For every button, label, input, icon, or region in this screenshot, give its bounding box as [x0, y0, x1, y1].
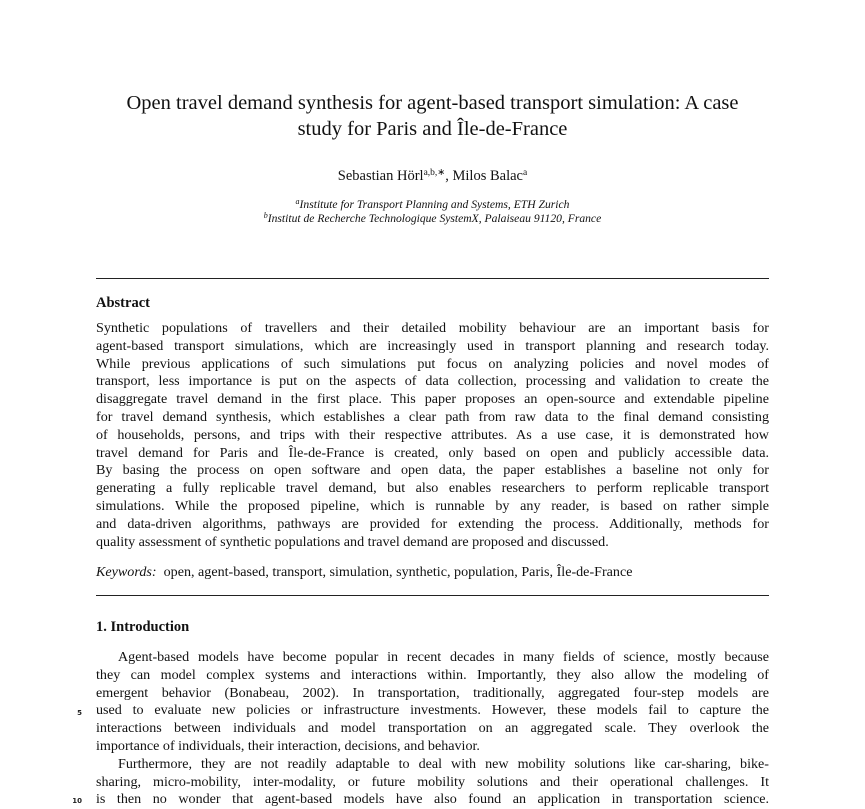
abstract-line: travel demand for Paris and Île-de-France is created, only based on open and publicly accessible data.	[96, 444, 769, 461]
author-affil-mark: a,b,∗	[423, 168, 446, 178]
affiliation-text: Institut de Recherche Technologique SystemX, Palaiseau 91120, France	[267, 212, 602, 225]
abstract-line: agent-based transport simulations, which are increasingly used in transport planning and research today.	[96, 337, 769, 354]
keywords	[96, 563, 769, 581]
intro-line: sharing, micro-mobility, inter-modality, or future mobility solutions and their operational challenges. It	[96, 773, 769, 790]
author-name: Sebastian Hörl	[337, 168, 424, 184]
abstract-line: for travel demand synthesis, which establishes a clear path from raw data to the final demand consisting	[96, 408, 769, 425]
line-number: 5	[77, 709, 82, 717]
abstract-line: quality assessment of synthetic populations and travel demand are proposed and discussed.	[96, 533, 609, 550]
introduction-body	[96, 649, 769, 809]
keywords-text: open, agent-based, transport, simulation, synthetic, population, Paris, Île-de-France	[163, 564, 633, 580]
intro-line: interactions between individuals and model transportation on an aggregated scale. They overlook the	[96, 720, 769, 737]
affiliation-mark: a	[295, 197, 300, 206]
affiliation-mark: b	[263, 211, 268, 220]
abstract-line: simulations. While the proposed pipeline, which is runnable by any reader, is based on rather simple	[96, 497, 769, 514]
abstract-line: transport, less importance is put on the aspects of data collection, processing and validation to create the	[96, 373, 769, 390]
abstract-body	[96, 320, 769, 551]
line-number: 10	[72, 797, 82, 805]
affiliation-b	[96, 212, 769, 226]
abstract-line: and data-driven algorithms, pathways are provided for extending the process. Additionally, methods for	[96, 515, 769, 532]
intro-line: is then no wonder that agent-based models have also found an application in transportation science.	[96, 791, 769, 808]
author-affil-mark: a	[522, 168, 528, 178]
intro-line: Agent-based models have become popular in recent decades in many fields of science, mostly because	[118, 649, 769, 665]
abstract-line: of households, persons, and trips with their respective attributes. As a use case, it is demonstrated how	[96, 426, 769, 443]
intro-line: used to evaluate new policies or infrastructure investments. However, these models fail to capture the	[96, 702, 769, 719]
abstract-top-rule	[96, 278, 769, 279]
title-line-2: study for Paris and Île-de-France	[297, 118, 568, 140]
keywords-label: Keywords:	[96, 564, 157, 580]
affiliation-text: Institute for Transport Planning and Systems, ETH Zurich	[299, 198, 570, 211]
section-heading-introduction: 1. Introduction	[96, 619, 190, 635]
abstract-line: Synthetic populations of travellers and their detailed mobility behaviour are an important basis for	[96, 320, 769, 336]
abstract-heading: Abstract	[96, 295, 150, 311]
author-separator: ,	[445, 168, 453, 184]
author-name: Milos Balac	[452, 168, 523, 184]
intro-line: emergent behavior (Bonabeau, 2002). In transportation, traditionally, aggregated four-step models are	[96, 684, 769, 701]
abstract-line: While previous applications of such simulations put focus on analyzing policies and novel modes of	[96, 355, 769, 372]
abstract-line: By basing the process on open software and open data, the paper establishes a baseline not only for	[96, 462, 769, 479]
affiliation-a	[96, 198, 769, 212]
intro-line: they can model complex systems and interactions within. Importantly, they also allow the modeling of	[96, 666, 769, 683]
abstract-line: generating a fully replicable travel demand, but also enables researchers to perform replicable transport	[96, 480, 769, 497]
paper-title	[96, 90, 769, 142]
title-line-1: Open travel demand synthesis for agent-based transport simulation: A case	[126, 92, 739, 114]
intro-line: Furthermore, they are not readily adaptable to deal with new mobility solutions like car-sharing, bike-	[118, 755, 769, 772]
abstract-bottom-rule	[96, 595, 769, 596]
intro-line: importance of individuals, their interaction, decisions, and behavior.	[96, 737, 480, 754]
abstract-line: disaggregate travel demand in the first place. This paper proposes an open-source and extendable pipeline	[96, 391, 769, 408]
author-list	[96, 166, 769, 186]
